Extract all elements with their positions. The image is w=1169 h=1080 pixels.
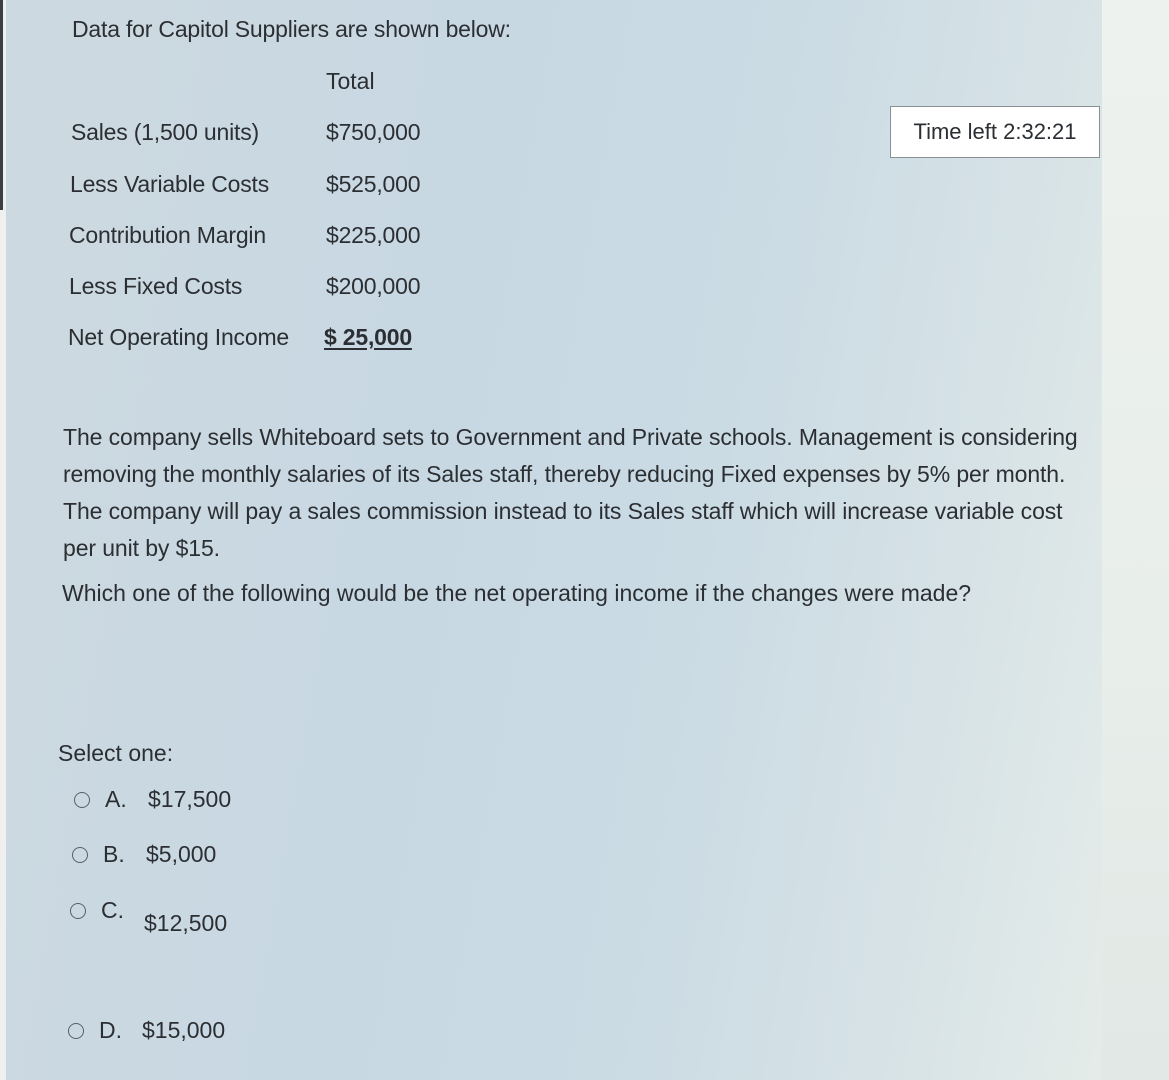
time-left-indicator: Time left 2:32:21 bbox=[890, 106, 1100, 158]
question-description: The company sells Whiteboard sets to Government and Private schools. Management is considering removing the monthly salaries of its Sales staff, thereby reducing Fixed expenses by 5% per month. The company will pay a sales commission instead to its Sales staff which will increase variable cost per unit by $15. bbox=[63, 424, 1078, 561]
left-edge-mark bbox=[0, 0, 3, 210]
row-value-net-operating-income: $ 25,000 bbox=[324, 324, 412, 350]
option-c-value: $12,500 bbox=[144, 910, 228, 936]
row-value-sales: $750,000 bbox=[326, 119, 421, 145]
row-value-fixed-costs: $200,000 bbox=[326, 273, 421, 299]
option-b-value: $5,000 bbox=[146, 841, 217, 867]
option-a[interactable] bbox=[74, 786, 244, 826]
row-label-contribution-margin: Contribution Margin bbox=[69, 222, 266, 248]
option-b-letter: B. bbox=[103, 841, 125, 867]
question-prompt: Which one of the following would be the net operating income if the changes were made? bbox=[62, 580, 972, 606]
row-value-contribution-margin: $225,000 bbox=[326, 222, 421, 248]
intro-text: Data for Capitol Suppliers are shown below: bbox=[72, 16, 511, 42]
option-d[interactable] bbox=[68, 1017, 238, 1057]
row-label-variable-costs: Less Variable Costs bbox=[70, 171, 270, 197]
option-c-letter: C. bbox=[101, 897, 124, 923]
option-b[interactable] bbox=[72, 841, 232, 881]
right-strip bbox=[1102, 0, 1169, 1080]
radio-button-d[interactable] bbox=[68, 1023, 84, 1039]
row-label-net-operating-income: Net Operating Income bbox=[68, 324, 290, 350]
option-d-value: $15,000 bbox=[142, 1017, 226, 1043]
option-a-value: $17,500 bbox=[148, 786, 232, 812]
row-label-sales: Sales (1,500 units) bbox=[71, 119, 259, 145]
option-c[interactable] bbox=[70, 897, 240, 947]
row-label-fixed-costs: Less Fixed Costs bbox=[69, 273, 243, 299]
select-one-label: Select one: bbox=[58, 740, 174, 766]
radio-button-a[interactable] bbox=[74, 792, 90, 808]
radio-button-b[interactable] bbox=[72, 847, 88, 863]
option-a-letter: A. bbox=[105, 786, 127, 812]
row-value-variable-costs: $525,000 bbox=[326, 171, 421, 197]
option-d-letter: D. bbox=[99, 1017, 122, 1043]
total-column-header: Total bbox=[326, 68, 375, 94]
radio-button-c[interactable] bbox=[70, 903, 86, 919]
